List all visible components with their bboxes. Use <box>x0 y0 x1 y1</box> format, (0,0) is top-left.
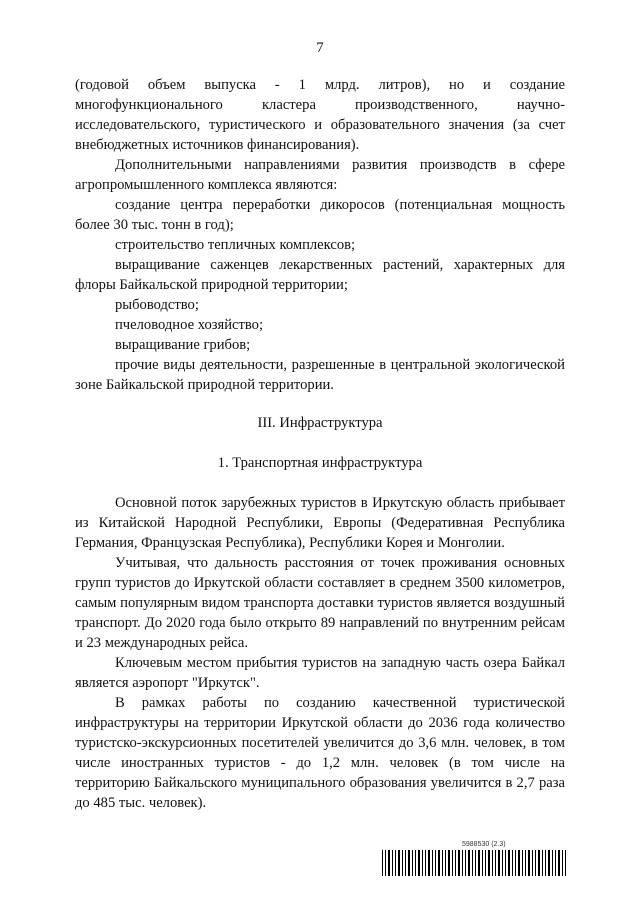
section-heading: III. Инфраструктура <box>257 415 383 431</box>
list-item: рыбоводство; <box>115 297 199 313</box>
list-item: выращивание саженцев лекарственных растений, характерных для флоры Байкальской природной территории; <box>75 257 565 293</box>
paragraph: Учитывая, что дальность расстояния от точек проживания основных групп туристов до Иркутской области составляет в среднем 3500 километров, самым популярным видом транспорта доставки туристов является воздушный транспорт. До 2020 года было открыто 89 направлений по внутренним рейсам и 23 международных рейса. <box>75 555 565 651</box>
barcode-icon <box>382 850 568 876</box>
list-item: строительство тепличных комплексов; <box>115 237 356 253</box>
paragraph: Основной поток зарубежных туристов в Иркутскую область прибывает из Китайской Народной Республики, Европы (Федеративная Республика Германия, Французская Республика), Республики Корея и Монголии. <box>75 495 565 551</box>
list-item: выращивание грибов; <box>115 337 251 353</box>
paragraph: Ключевым местом прибытия туристов на западную часть озера Байкал является аэропорт "Иркутск". <box>75 655 565 691</box>
subsection-heading: 1. Транспортная инфраструктура <box>217 455 423 471</box>
document-body <box>75 75 565 813</box>
list-item: пчеловодное хозяйство; <box>115 317 264 333</box>
paragraph: (годовой объем выпуска - 1 млрд. литров), но и создание многофункционального кластера производственного, научно-исследовательского, туристического и образовательного значения (за счет внебюджетных источников финансирования). <box>75 77 565 153</box>
paragraph: Дополнительными направлениями развития производств в сфере агропромышленного комплекса являются: <box>75 157 565 193</box>
list-item: создание центра переработки дикоросов (потенциальная мощность более 30 тыс. тонн в год); <box>75 197 565 233</box>
page-number: 7 <box>316 40 324 56</box>
paragraph: В рамках работы по созданию качественной туристической инфраструктуры на территории Иркутской области до 2036 года количество туристско-экскурсионных посетителей увеличится до 3,6 млн. человек, в том числе иностранных туристов - до 1,2 млн. человек (в том числе на территорию Байкальского муниципального образования увеличится в 2,7 раза до 485 тыс. человек). <box>75 695 565 811</box>
barcode-code: 5988530 (2.3) <box>462 841 506 848</box>
list-item: прочие виды деятельности, разрешенные в центральной экологической зоне Байкальской природной территории. <box>75 357 565 393</box>
